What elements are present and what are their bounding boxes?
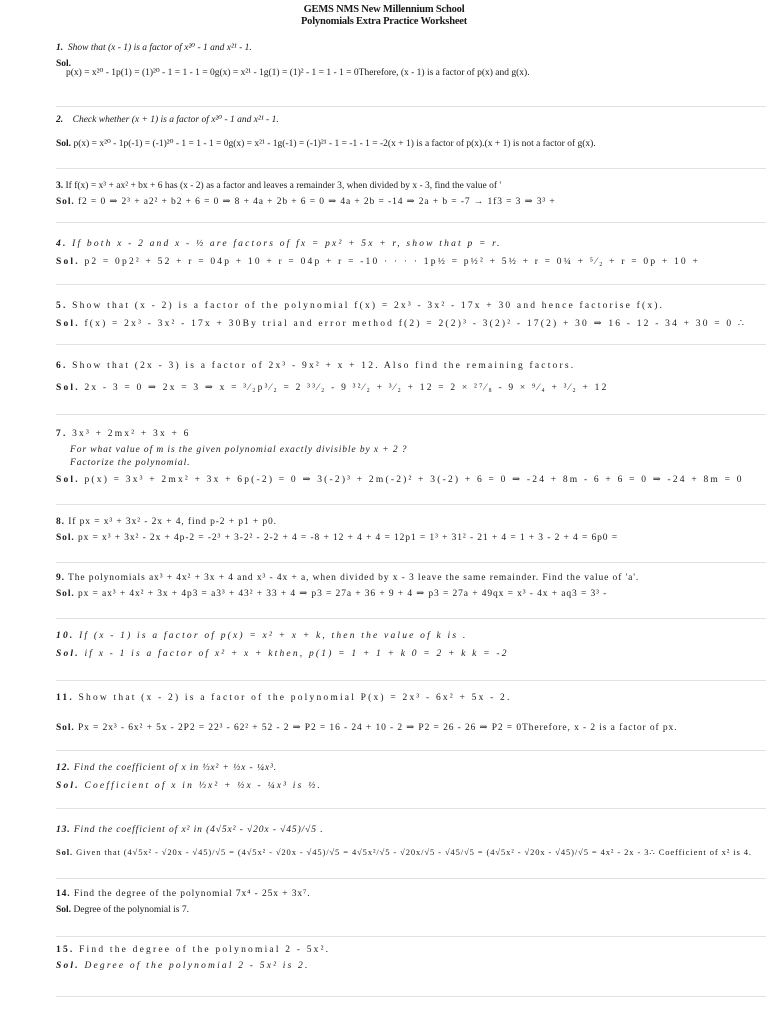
question-number: 3.: [56, 181, 64, 191]
question-6: [56, 354, 766, 415]
school-name: GEMS NMS New Millennium School: [303, 4, 465, 15]
solution-label: Sol.: [56, 961, 80, 971]
question-8: [56, 512, 766, 563]
solution-label: Sol.: [56, 383, 80, 393]
solution-text: Given that (4√5x² - √20x - √45)/√5 = (4√5x² - √20x - √45)/√5 = 4√5x²/√5 - √20x/√5 - √45/√5 = (4√5x² - √20x - √45)/√5 = 4x² - 2x - 3∴ Coefficient of x² is 4.: [76, 847, 752, 857]
question-1: [56, 40, 766, 107]
question-number: 12.: [56, 763, 71, 773]
question-text: Find the coefficient of x in ⅓x² + ½x - ¼x³.: [73, 763, 277, 773]
question-subtext: For what value of m is the given polynomial exactly divisible by x + 2 ?: [70, 445, 408, 455]
solution-text: px = x³ + 3x² - 2x + 4p-2 = -2³ + 3-2² - 2-2 + 4 = -8 + 12 + 4 + 4 = 12p1 = 1³ + 31² - 21 + 4 = 1 + 3 - 2 + 4 = 6p0 =: [77, 533, 618, 543]
question-number: 6.: [56, 361, 68, 371]
question-number: 7.: [56, 429, 68, 439]
solution-text: p(x) = x²⁰ - 1p(1) = (1)²⁰ - 1 = 1 - 1 = 0g(x) = x²¹ - 1g(1) = (1)² - 1 = 1 - 1 = 0Therefore, (x - 1) is a factor of p(x) and g(x).: [66, 68, 530, 78]
solution-label: Sol.: [56, 197, 75, 207]
question-number: 15.: [56, 945, 75, 955]
question-2: [56, 108, 766, 169]
solution-text: if x - 1 is a factor of x² + x + kthen, p(1) = 1 + 1 + k 0 = 2 + k k = -2: [84, 649, 509, 659]
solution-text: Degree of the polynomial is 7.: [73, 905, 189, 915]
question-12: [56, 758, 766, 809]
question-3: [56, 176, 766, 223]
question-number: 4.: [56, 239, 68, 249]
question-number: 9.: [56, 573, 65, 583]
question-5: [56, 294, 766, 345]
question-text: Check whether (x + 1) is a factor of x²⁰ - 1 and x²¹ - 1.: [72, 115, 279, 125]
question-number: 10.: [56, 631, 75, 641]
solution-text: Px = 2x³ - 6x² + 5x - 2P2 = 22³ - 62² + 52 - 2 ⇒ P2 = 16 - 24 + 10 - 2 ⇒ P2 = 26 - 26 ⇒ P2 = 0Therefore, x - 2 is a factor of px.: [77, 723, 678, 733]
question-text: Find the coefficient of x² in (4√5x² - √20x - √45)/√5 .: [73, 825, 324, 835]
question-text: If (x - 1) is a factor of p(x) = x² + x + k, then the value of k is .: [79, 631, 468, 641]
solution-text: p(x) = x²⁰ - 1p(-1) = (-1)²⁰ - 1 = 1 - 1 = 0g(x) = x²¹ - 1g(-1) = (-1)²¹ - 1 = -1 - 1 = -2(x + 1) is a factor of p(x).(x + 1) is not a factor of g(x).: [73, 139, 596, 149]
question-number: 5.: [56, 301, 68, 311]
solution-label: Sol.: [56, 649, 80, 659]
solution-label: Sol.: [56, 781, 80, 791]
solution-label: Sol.: [56, 533, 75, 543]
solution-label: Sol.: [56, 59, 72, 69]
solution-text: Coefficient of x in ⅓x² + ½x - ¼x³ is ½.: [84, 781, 322, 791]
solution-label: Sol.: [56, 475, 80, 485]
question-text: If f(x) = x³ + ax² + bx + 6 has (x - 2) as a factor and leaves a remainder 3, when divided by x - 3, find the value of ': [65, 181, 502, 191]
worksheet-header: [0, 4, 768, 27]
solution-text: px = ax³ + 4x² + 3x + 4p3 = a3³ + 43² + 33 + 4 ⇒ p3 = 27a + 36 + 9 + 4 ⇒ p3 = 27a + 49qx = x³ - 4x + aq3 = 3³ -: [77, 589, 608, 599]
question-text: Find the degree of the polynomial 2 - 5x².: [79, 945, 331, 955]
solution-text: Degree of the polynomial 2 - 5x² is 2.: [84, 961, 310, 971]
question-text: If both x - 2 and x - ½ are factors of fx = px² + 5x + r, show that p = r.: [72, 239, 502, 249]
question-text: Show that (x - 2) is a factor of the polynomial P(x) = 2x³ - 6x² + 5x - 2.: [78, 693, 512, 703]
solution-text: f(x) = 2x³ - 3x² - 17x + 30By trial and error method f(2) = 2(2)³ - 3(2)² - 17(2) + 30 ⇒ 16 - 12 - 34 + 30 = 0 ∴: [84, 319, 747, 329]
question-number: 2.: [56, 115, 64, 125]
question-number: 11.: [56, 693, 74, 703]
question-4: [56, 234, 766, 285]
question-13: [56, 820, 766, 879]
question-text: 3x³ + 2mx² + 3x + 6: [72, 429, 191, 439]
question-text: The polynomials ax³ + 4x² + 3x + 4 and x³ - 4x + a, when divided by x - 3 leave the same remainder. Find the value of 'a'.: [68, 573, 640, 583]
solution-text: 2x - 3 = 0 ⇒ 2x = 3 ⇒ x = ³⁄₂p³⁄₂ = 2 ³³⁄₂ - 9 ³²⁄₂ + ³⁄₂ + 12 = 2 × ²⁷⁄₈ - 9 × ⁹⁄₄ + ³⁄₂ + 12: [84, 383, 609, 393]
solution-text: f2 = 0 ⇒ 2³ + a2² + b2 + 6 = 0 ⇒ 8 + 4a + 2b + 6 = 0 ⇒ 4a + 2b = -14 ⇒ 2a + b = -7 → 1f3 = 3 ⇒ 3³ +: [77, 197, 556, 207]
question-text: Show that (x - 1) is a factor of x²⁰ - 1 and x²¹ - 1.: [67, 43, 252, 53]
question-number: 13.: [56, 825, 71, 835]
question-text: Show that (x - 2) is a factor of the polynomial f(x) = 2x³ - 3x² - 17x + 30 and hence factorise f(x).: [72, 301, 665, 311]
question-text: Show that (2x - 3) is a factor of 2x³ - 9x² + x + 12. Also find the remaining factors.: [72, 361, 576, 371]
worksheet-title: Polynomials Extra Practice Worksheet: [300, 16, 468, 27]
solution-label: Sol.: [56, 589, 75, 599]
question-9: [56, 568, 766, 619]
question-text: Find the degree of the polynomial 7x⁴ - 25x + 3x⁷.: [73, 889, 311, 899]
solution-label: Sol.: [56, 257, 80, 267]
solution-label: Sol.: [56, 847, 74, 857]
question-14: [56, 884, 766, 937]
solution-label: Sol.: [56, 319, 80, 329]
question-7: [56, 424, 766, 505]
question-text: If px = x³ + 3x² - 2x + 4, find p-2 + p1 + p0.: [68, 517, 277, 527]
question-15: [56, 940, 766, 997]
question-number: 8.: [56, 517, 65, 527]
solution-label: Sol.: [56, 139, 72, 149]
solution-label: Sol.: [56, 723, 75, 733]
question-11: [56, 688, 766, 751]
solution-label: Sol.: [56, 905, 72, 915]
solution-text: p(x) = 3x³ + 2mx² + 3x + 6p(-2) = 0 ⇒ 3(-2)³ + 2m(-2)² + 3(-2) + 6 = 0 ⇒ -24 + 8m - 6 + 6 = 0 ⇒ -24 + 8m = 0: [84, 475, 744, 485]
question-subtext: Factorize the polynomial.: [70, 458, 191, 468]
question-10: [56, 626, 766, 681]
question-number: 14.: [56, 889, 71, 899]
solution-text: p2 = 0p2² + 52 + r = 04p + 10 + r = 04p + r = -10 · · · · 1p½ = p½² + 5½ + r = 0¼ + ⁵⁄₂ + r = 0p + 10 +: [84, 257, 701, 267]
question-number: 1.: [56, 43, 64, 53]
